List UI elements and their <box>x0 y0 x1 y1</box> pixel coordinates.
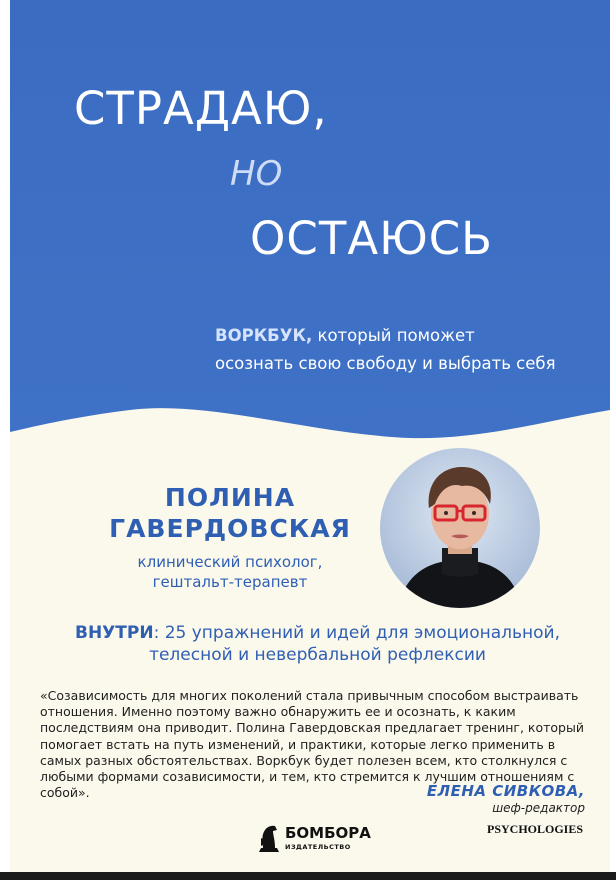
publisher-logo <box>255 822 371 856</box>
subtitle <box>215 322 595 378</box>
subtitle-bold: ВОРКБУК, <box>215 326 313 345</box>
author-photo <box>380 448 540 608</box>
subtitle-rest: который поможет <box>312 326 475 345</box>
review-quote: «Созависимость для многих поколений стала привычным способом выстраивать отношения. Именно поэтому важно обнаружить ее и осознать, к каким последствиям она приводит. Полина Гавердовская предлагает тренинг, который помогает встать на путь изменений, и практики, которые легко применить в самых разных обстоятельствах. Воркбук будет полезен всем, кто столкнулся с любыми формами созависимости, и тем, кто стремится к лучшим отношениям с собой». <box>40 688 584 801</box>
psychologies-logo: PSYCHOLOGIES <box>487 822 584 836</box>
book-cover <box>10 0 610 872</box>
quote-author: ЕЛЕНА СИВКОВА, <box>426 782 585 800</box>
title-line-3: ОСТАЮСЬ <box>250 212 493 265</box>
author-role <box>60 552 400 592</box>
title-line-2: НО <box>230 154 283 194</box>
publisher-name: БОМБОРА <box>285 824 371 842</box>
inside-label: ВНУТРИ <box>74 623 154 643</box>
author-name <box>80 482 380 544</box>
quote-author-role: шеф-редактор <box>492 801 585 815</box>
publisher-subtitle: ИЗДАТЕЛЬСТВО <box>285 843 351 851</box>
title-line-1: СТРАДАЮ, <box>74 82 328 135</box>
author-first-name: ПОЛИНА <box>164 483 296 512</box>
subtitle-line-2: осознать свою свободу и выбрать себя <box>215 354 556 373</box>
cover-shadow-bottom <box>0 872 616 880</box>
inside-description <box>30 622 605 666</box>
author-last-name: ГАВЕРДОВСКАЯ <box>109 514 351 543</box>
author-role-line-2: гештальт-терапевт <box>152 573 308 591</box>
inside-text-2: телесной и невербальной рефлексии <box>149 645 486 665</box>
inside-text-1: : 25 упражнений и идей для эмоциональной, <box>153 623 560 643</box>
bombora-horse-icon <box>255 822 283 854</box>
author-role-line-1: клинический психолог, <box>137 553 323 571</box>
